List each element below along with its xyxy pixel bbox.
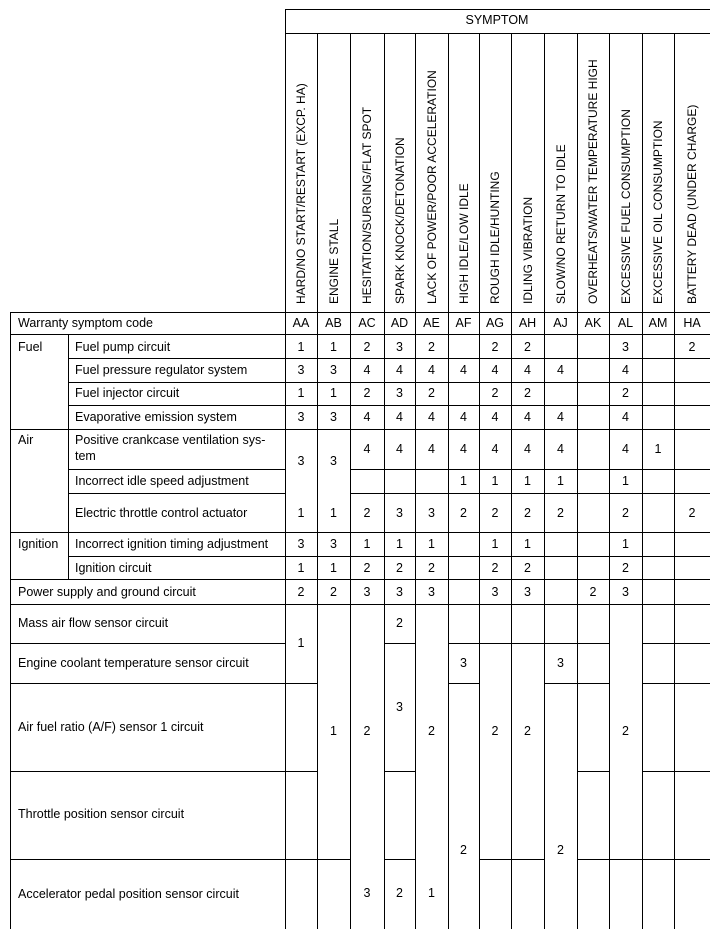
group-ignition-label: Ignition — [18, 537, 59, 551]
matrix-cell-ac: 3 — [363, 585, 371, 599]
column-label-aj: SLOW/NO RETURN TO IDLE — [553, 144, 568, 304]
matrix-cell-ah: 2 — [524, 386, 531, 400]
matrix-cell-ad: 3 — [396, 506, 403, 520]
matrix-cell-ah: 1 — [524, 537, 531, 551]
row-label-pcv-line2: tem — [75, 449, 96, 463]
sensor-cell-ac: 3 — [363, 886, 371, 900]
column-code-ae: AE — [423, 316, 440, 330]
row-label-electric-throttle-actuator: Electric throttle control actuator — [75, 506, 248, 520]
column-label-aa: HARD/NO START/RESTART (EXCP. HA) — [294, 83, 308, 304]
matrix-cell-af: 4 — [460, 442, 467, 456]
matrix-cell-ad: 3 — [396, 585, 403, 599]
matrix-cell-ab: 1 — [330, 506, 337, 520]
row-label-ignition-circuit: Ignition circuit — [75, 561, 152, 575]
column-label-ae: LACK OF POWER/POOR ACCELERATION — [424, 70, 439, 304]
matrix-cell-ag: 2 — [491, 506, 499, 520]
matrix-cell-aa: 1 — [297, 561, 305, 575]
matrix-cell-ad: 2 — [396, 561, 403, 575]
sensor-cell-af: 3 — [460, 656, 467, 670]
matrix-cell-af: 4 — [460, 410, 467, 424]
matrix-cell-ag: 4 — [491, 442, 499, 456]
sensor-cell-ac: 2 — [363, 724, 371, 738]
column-code-aa: AA — [292, 316, 310, 330]
matrix-cell-ac: 4 — [363, 363, 371, 377]
sensor-cell-al: 2 — [622, 724, 629, 738]
matrix-cell-ad: 4 — [396, 410, 403, 424]
matrix-cell-al: 3 — [622, 585, 629, 599]
column-code-ab: AB — [325, 316, 342, 330]
column-code-ac: AC — [358, 316, 376, 330]
sensor-cell-aa: 1 — [297, 636, 305, 650]
matrix-cell-af: 1 — [460, 474, 467, 488]
matrix-cell-ab: 3 — [330, 537, 337, 551]
row-label-fuel-pump: Fuel pump circuit — [75, 340, 171, 354]
matrix-cell-ad: 3 — [396, 340, 403, 354]
matrix-cell-ad: 4 — [396, 442, 403, 456]
column-label-ab: ENGINE STALL — [326, 218, 341, 304]
column-label-ha: BATTERY DEAD (UNDER CHARGE) — [685, 104, 699, 304]
row-label-idle-speed-adjustment: Incorrect idle speed adjustment — [75, 474, 249, 488]
matrix-cell-ag: 1 — [491, 474, 499, 488]
row-label-pcv-line1: Positive crankcase ventilation sys- — [75, 433, 266, 447]
matrix-cell-ac: 2 — [363, 340, 371, 354]
column-label-ak: OVERHEATS/WATER TEMPERATURE HIGH — [586, 59, 600, 304]
matrix-cell-ah: 4 — [524, 410, 531, 424]
matrix-cell-aa: 3 — [297, 410, 305, 424]
matrix-cell-ab: 3 — [330, 363, 337, 377]
matrix-cell-ac: 2 — [363, 561, 371, 575]
row-label-ect-sensor: Engine coolant temperature sensor circuit — [18, 656, 249, 670]
matrix-cell-aj: 4 — [557, 442, 564, 456]
matrix-cell-ak: 2 — [589, 585, 597, 599]
matrix-cell-al: 3 — [622, 340, 629, 354]
matrix-cell-aa: 1 — [297, 506, 305, 520]
row-label-af-sensor: Air fuel ratio (A/F) sensor 1 circuit — [18, 720, 204, 734]
matrix-cell-ag: 2 — [491, 340, 499, 354]
merged-cell-aa: 3 — [297, 454, 305, 468]
matrix-cell-aa: 3 — [297, 537, 305, 551]
matrix-cell-ae: 4 — [428, 363, 435, 377]
row-label-tp-sensor: Throttle position sensor circuit — [18, 807, 185, 821]
row-label-fuel-pressure-regulator: Fuel pressure regulator system — [75, 363, 248, 377]
matrix-cell-ae: 4 — [428, 442, 435, 456]
sensor-cell-ae: 2 — [428, 724, 435, 738]
row-label-evap-emission: Evaporative emission system — [75, 410, 237, 424]
matrix-cell-ac: 4 — [363, 410, 371, 424]
matrix-cell-ae: 1 — [428, 537, 435, 551]
group-air-label: Air — [18, 433, 34, 447]
matrix-cell-ab: 2 — [330, 585, 337, 599]
matrix-cell-ag: 2 — [491, 561, 499, 575]
row-label-maf-sensor: Mass air flow sensor circuit — [18, 616, 169, 630]
matrix-cell-ha: 2 — [688, 506, 696, 520]
matrix-cell-ae: 3 — [428, 506, 435, 520]
matrix-cell-al: 2 — [622, 561, 629, 575]
sensor-cell-ab: 1 — [330, 724, 337, 738]
column-label-ag: ROUGH IDLE/HUNTING — [488, 171, 502, 304]
column-code-aj: AJ — [553, 316, 568, 330]
matrix-cell-ah: 2 — [524, 340, 531, 354]
matrix-cell-ad: 4 — [396, 363, 403, 377]
matrix-cell-aj: 4 — [557, 410, 564, 424]
warranty-code-label: Warranty symptom code — [18, 316, 153, 330]
sensor-cell-aj: 2 — [557, 843, 564, 857]
matrix-cell-ha: 2 — [688, 340, 696, 354]
column-label-ah: IDLING VIBRATION — [520, 196, 535, 304]
column-label-ad: SPARK KNOCK/DETONATION — [392, 137, 407, 304]
matrix-cell-aa: 2 — [297, 585, 305, 599]
matrix-cell-af: 4 — [460, 363, 467, 377]
column-code-ah: AH — [518, 316, 537, 330]
matrix-cell-ab: 1 — [330, 340, 337, 354]
matrix-cell-ac: 4 — [363, 442, 371, 456]
matrix-cell-ab: 1 — [330, 561, 337, 575]
merged-cell-ab: 3 — [330, 454, 337, 468]
matrix-cell-al: 2 — [622, 506, 629, 520]
matrix-cell-al: 4 — [622, 442, 629, 456]
matrix-cell-al: 2 — [622, 386, 629, 400]
matrix-cell-ah: 2 — [524, 561, 531, 575]
sensor-cell-ad: 3 — [396, 700, 403, 714]
column-code-am: AM — [648, 316, 668, 330]
matrix-cell-ae: 2 — [428, 561, 435, 575]
group-fuel-label: Fuel — [18, 340, 43, 354]
column-code-ad: AD — [390, 316, 409, 330]
symptom-header: SYMPTOM — [465, 13, 529, 27]
matrix-cell-ad: 3 — [396, 386, 403, 400]
matrix-cell-ac: 1 — [363, 537, 371, 551]
column-code-ag: AG — [485, 316, 505, 330]
matrix-cell-aa: 3 — [297, 363, 305, 377]
matrix-cell-ab: 1 — [330, 386, 337, 400]
matrix-cell-ah: 4 — [524, 363, 531, 377]
sensor-cell-ag: 2 — [491, 724, 499, 738]
matrix-cell-ag: 1 — [491, 537, 499, 551]
sensor-cell-ad: 2 — [396, 886, 403, 900]
matrix-cell-aa: 1 — [297, 340, 305, 354]
matrix-cell-al: 1 — [622, 474, 629, 488]
sensor-cell-ah: 2 — [524, 724, 531, 738]
matrix-cell-al: 1 — [622, 537, 629, 551]
matrix-cell-ae: 4 — [428, 410, 435, 424]
column-label-al: EXCESSIVE FUEL CONSUMPTION — [618, 109, 633, 304]
sensor-cell-ae: 1 — [428, 886, 435, 900]
column-label-am: EXCESSIVE OIL CONSUMPTION — [651, 120, 665, 304]
matrix-cell-al: 4 — [622, 363, 629, 377]
row-label-power-supply-ground: Power supply and ground circuit — [18, 585, 196, 599]
matrix-cell-aj: 1 — [557, 474, 564, 488]
matrix-cell-am: 1 — [654, 442, 662, 456]
matrix-cell-ac: 2 — [363, 386, 371, 400]
matrix-cell-ah: 1 — [524, 474, 531, 488]
matrix-cell-ah: 3 — [524, 585, 531, 599]
matrix-cell-ag: 4 — [491, 410, 499, 424]
matrix-cell-ag: 2 — [491, 386, 499, 400]
column-code-al: AL — [617, 316, 634, 330]
sensor-cell-aj: 3 — [557, 656, 564, 670]
sensor-cell-ad: 2 — [396, 616, 403, 630]
matrix-cell-ag: 3 — [491, 585, 499, 599]
matrix-cell-ah: 2 — [524, 506, 531, 520]
matrix-cell-ag: 4 — [491, 363, 499, 377]
column-code-ak: AK — [584, 316, 602, 330]
matrix-cell-ae: 2 — [428, 340, 435, 354]
column-code-ha: HA — [683, 316, 701, 330]
matrix-cell-ac: 2 — [363, 506, 371, 520]
matrix-cell-aj: 2 — [557, 506, 564, 520]
matrix-cell-ab: 3 — [330, 410, 337, 424]
matrix-cell-aa: 1 — [297, 386, 305, 400]
column-code-af: AF — [455, 316, 472, 330]
matrix-cell-ae: 2 — [428, 386, 435, 400]
column-label-ac: HESITATION/SURGING/FLAT SPOT — [360, 106, 374, 304]
matrix-cell-ad: 1 — [396, 537, 403, 551]
row-label-fuel-injector: Fuel injector circuit — [75, 386, 180, 400]
sensor-cell-af: 2 — [460, 843, 467, 857]
row-label-ignition-timing-adjustment: Incorrect ignition timing adjustment — [75, 537, 269, 551]
matrix-cell-ah: 4 — [524, 442, 531, 456]
matrix-cell-ae: 3 — [428, 585, 435, 599]
matrix-cell-al: 4 — [622, 410, 629, 424]
row-label-app-sensor: Accelerator pedal position sensor circuit — [18, 887, 239, 901]
column-label-af: HIGH IDLE/LOW IDLE — [456, 183, 471, 304]
matrix-cell-af: 2 — [460, 506, 467, 520]
matrix-cell-aj: 4 — [557, 363, 564, 377]
